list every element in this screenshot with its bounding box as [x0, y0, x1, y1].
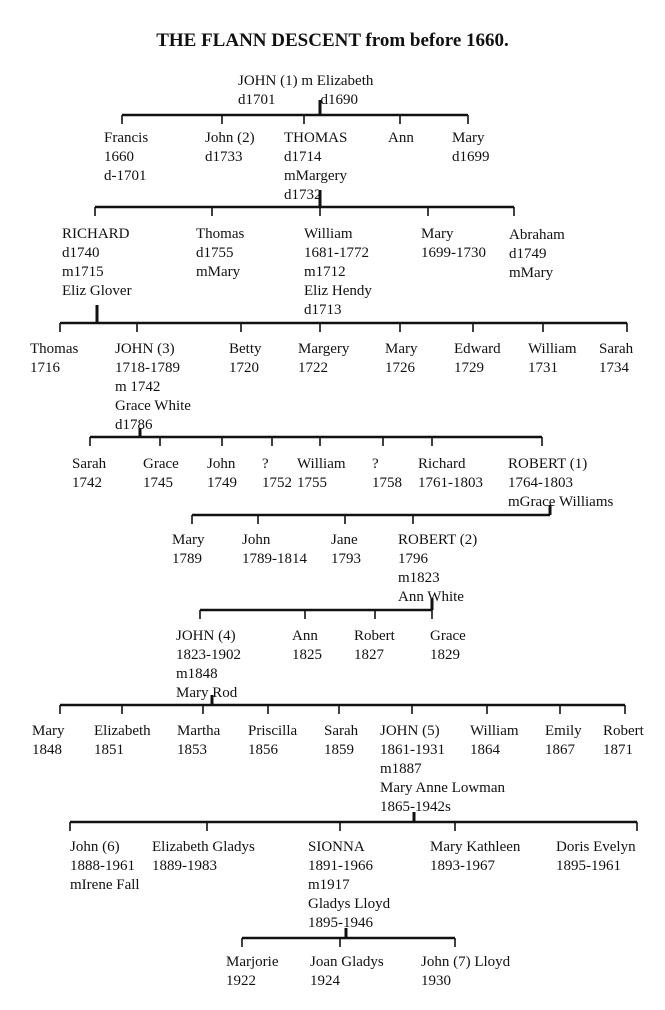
person-name: Richard [418, 456, 466, 472]
person-detail: d1749 [509, 246, 547, 262]
person-name: Margery [298, 341, 350, 357]
person-entry [292, 627, 322, 665]
person-name: JOHN (4) [176, 628, 236, 644]
person-detail: 1871 [603, 742, 633, 758]
person-detail: m1823 [398, 570, 440, 586]
person-name: THOMAS [284, 130, 348, 146]
person-detail: d1713 [304, 302, 342, 318]
person-entry [556, 838, 636, 876]
person-name: John [242, 532, 271, 548]
person-name: John [207, 456, 236, 472]
person-entry [226, 953, 278, 991]
person-detail: d1740 [62, 245, 100, 261]
person-detail: 1930 [421, 973, 451, 989]
person-name: JOHN (3) [115, 341, 175, 357]
person-detail: 1681-1772 [304, 245, 369, 261]
person-detail: 1865-1942s [380, 799, 451, 815]
person-name: Ann [388, 130, 414, 146]
person-name: RICHARD [62, 226, 130, 242]
person-entry [470, 722, 519, 760]
person-detail: mMary [196, 264, 241, 280]
person-detail: 1789-1814 [242, 551, 307, 567]
person-detail: 1726 [385, 360, 415, 376]
person-detail: m1887 [380, 761, 422, 777]
person-detail: 1720 [229, 360, 259, 376]
person-entry [603, 722, 644, 760]
person-name: Ann [292, 628, 318, 644]
person-entry [508, 455, 613, 512]
person-detail: 1718-1789 [115, 360, 180, 376]
person-entry [238, 72, 373, 110]
person-name: Robert [603, 723, 644, 739]
person-entry [430, 627, 466, 665]
person-detail: Eliz Glover [62, 283, 132, 299]
person-name: ROBERT (1) [508, 456, 588, 472]
person-entry [196, 225, 244, 282]
person-name: Abraham [509, 227, 565, 243]
person-detail: 1867 [545, 742, 575, 758]
person-detail: Ann White [398, 589, 464, 605]
person-entry [452, 129, 490, 167]
person-detail: Gladys Lloyd [308, 896, 391, 912]
person-detail: d1701 d1690 [238, 92, 358, 108]
person-entry [324, 722, 358, 760]
person-detail: m1715 [62, 264, 104, 280]
person-name: Mary Kathleen [430, 839, 521, 855]
person-detail: 1789 [172, 551, 202, 567]
person-detail: d-1701 [104, 168, 147, 184]
person-detail: 1864 [470, 742, 500, 758]
person-entry [115, 340, 191, 435]
person-detail: d1714 [284, 149, 322, 165]
person-entry [152, 838, 255, 876]
person-name: JOHN (5) [380, 723, 440, 739]
person-detail: 1859 [324, 742, 354, 758]
person-name: Mary [421, 226, 454, 242]
person-detail: 1749 [207, 475, 237, 491]
person-entry [94, 722, 151, 760]
person-entry [177, 722, 220, 760]
person-detail: mIrene Fall [70, 877, 140, 893]
person-detail: 1823-1902 [176, 647, 241, 663]
person-detail: 1761-1803 [418, 475, 483, 491]
person-detail: d1732 [284, 187, 322, 203]
person-entry [297, 455, 346, 493]
person-detail: 1796 [398, 551, 428, 567]
person-detail: m1917 [308, 877, 350, 893]
person-name: Joan Gladys [310, 954, 384, 970]
person-name: Mary [385, 341, 418, 357]
person-detail: 1853 [177, 742, 207, 758]
person-detail: Eliz Hendy [304, 283, 372, 299]
person-detail: 1716 [30, 360, 60, 376]
person-entry [599, 340, 633, 378]
person-name: Emily [545, 723, 582, 739]
person-entry [421, 953, 510, 991]
person-name: John (2) [205, 130, 255, 146]
person-entry [176, 627, 241, 703]
person-detail: Mary Rod [176, 685, 238, 701]
tree-title: THE FLANN DESCENT from before 1660. [156, 30, 509, 51]
person-detail: m 1742 [115, 379, 161, 395]
person-entry [354, 627, 395, 665]
person-name: Sarah [72, 456, 107, 472]
person-detail: 1891-1966 [308, 858, 373, 874]
person-name: Doris Evelyn [556, 839, 636, 855]
person-entry [310, 953, 384, 991]
person-entry [104, 129, 148, 186]
person-detail: 1851 [94, 742, 124, 758]
person-detail: 1722 [298, 360, 328, 376]
person-detail: mMargery [284, 168, 348, 184]
person-entry [284, 129, 347, 205]
person-entry [262, 455, 292, 493]
person-entry [242, 531, 307, 569]
person-detail: d1699 [452, 149, 490, 165]
person-entry [454, 340, 501, 378]
person-name: Edward [454, 341, 501, 357]
person-name: Mary [452, 130, 485, 146]
person-name: Marjorie [226, 954, 279, 970]
person-entry [509, 226, 565, 283]
person-name: Francis [104, 130, 149, 146]
person-entry [72, 455, 106, 493]
person-name: William [470, 723, 519, 739]
person-detail: 1755 [297, 475, 327, 491]
person-detail: 1758 [372, 475, 402, 491]
person-name: Martha [177, 723, 221, 739]
person-entry [388, 129, 414, 148]
person-name: Robert [354, 628, 395, 644]
person-detail: 1888-1961 [70, 858, 135, 874]
person-name: William [297, 456, 346, 472]
person-entry [545, 722, 582, 760]
person-name: John (7) Lloyd [421, 954, 511, 970]
person-detail: 1729 [454, 360, 484, 376]
person-detail: mGrace Williams [508, 494, 614, 510]
person-name: Priscilla [248, 723, 298, 739]
person-detail: 1752 [262, 475, 292, 491]
person-name: Thomas [196, 226, 245, 242]
person-detail: 1848 [32, 742, 62, 758]
person-entry [528, 340, 577, 378]
person-entry [172, 531, 205, 569]
person-name: Elizabeth Gladys [152, 839, 255, 855]
person-entry [308, 838, 390, 933]
person-detail: 1793 [331, 551, 361, 567]
person-detail: m1712 [304, 264, 346, 280]
person-name: Mary [32, 723, 65, 739]
person-detail: m1848 [176, 666, 218, 682]
person-name: William [528, 341, 577, 357]
person-detail: Mary Anne Lowman [380, 780, 505, 796]
person-detail: 1856 [248, 742, 278, 758]
person-name: Thomas [30, 341, 79, 357]
person-detail: 1924 [310, 973, 340, 989]
person-name: William [304, 226, 353, 242]
person-entry [248, 722, 297, 760]
person-entry [385, 340, 418, 378]
person-entry [62, 225, 132, 301]
person-entry [32, 722, 65, 760]
person-detail: d1733 [205, 149, 243, 165]
person-entry [143, 455, 179, 493]
person-name: John (6) [70, 839, 120, 855]
person-detail: 1829 [430, 647, 460, 663]
person-name: Elizabeth [94, 723, 151, 739]
person-detail: 1825 [292, 647, 322, 663]
person-entry [430, 838, 520, 876]
person-detail: 1660 [104, 149, 134, 165]
person-detail: 1731 [528, 360, 558, 376]
person-name: ? [372, 456, 379, 472]
person-entry [331, 531, 361, 569]
person-detail: 1861-1931 [380, 742, 445, 758]
person-detail: 1895-1961 [556, 858, 621, 874]
person-detail: mMary [509, 265, 554, 281]
person-detail: d1755 [196, 245, 234, 261]
person-name: Grace [430, 628, 466, 644]
person-detail: 1895-1946 [308, 915, 373, 931]
person-detail: 1745 [143, 475, 173, 491]
person-entry [70, 838, 140, 895]
person-entry [298, 340, 349, 378]
person-detail: 1742 [72, 475, 102, 491]
person-name: ROBERT (2) [398, 532, 478, 548]
person-detail: 1764-1803 [508, 475, 573, 491]
person-name: ? [262, 456, 269, 472]
person-detail: 1734 [599, 360, 629, 376]
person-detail: 1699-1730 [421, 245, 486, 261]
person-detail: 1889-1983 [152, 858, 217, 874]
person-name: JOHN (1) m Elizabeth [238, 73, 374, 89]
person-detail: 1827 [354, 647, 384, 663]
person-name: Sarah [324, 723, 359, 739]
person-name: Sarah [599, 341, 634, 357]
person-entry [30, 340, 78, 378]
person-name: Betty [229, 341, 262, 357]
person-name: Mary [172, 532, 205, 548]
person-detail: 1893-1967 [430, 858, 495, 874]
person-name: SIONNA [308, 839, 365, 855]
person-detail: d1786 [115, 417, 153, 433]
person-entry [304, 225, 372, 320]
person-entry [229, 340, 262, 378]
person-entry [421, 225, 486, 263]
person-entry [418, 455, 483, 493]
person-name: Grace [143, 456, 179, 472]
person-entry [207, 455, 237, 493]
person-entry [205, 129, 255, 167]
person-detail: 1922 [226, 973, 256, 989]
person-detail: Grace White [115, 398, 191, 414]
person-entry [372, 455, 402, 493]
person-entry [398, 531, 477, 607]
person-name: Jane [331, 532, 358, 548]
